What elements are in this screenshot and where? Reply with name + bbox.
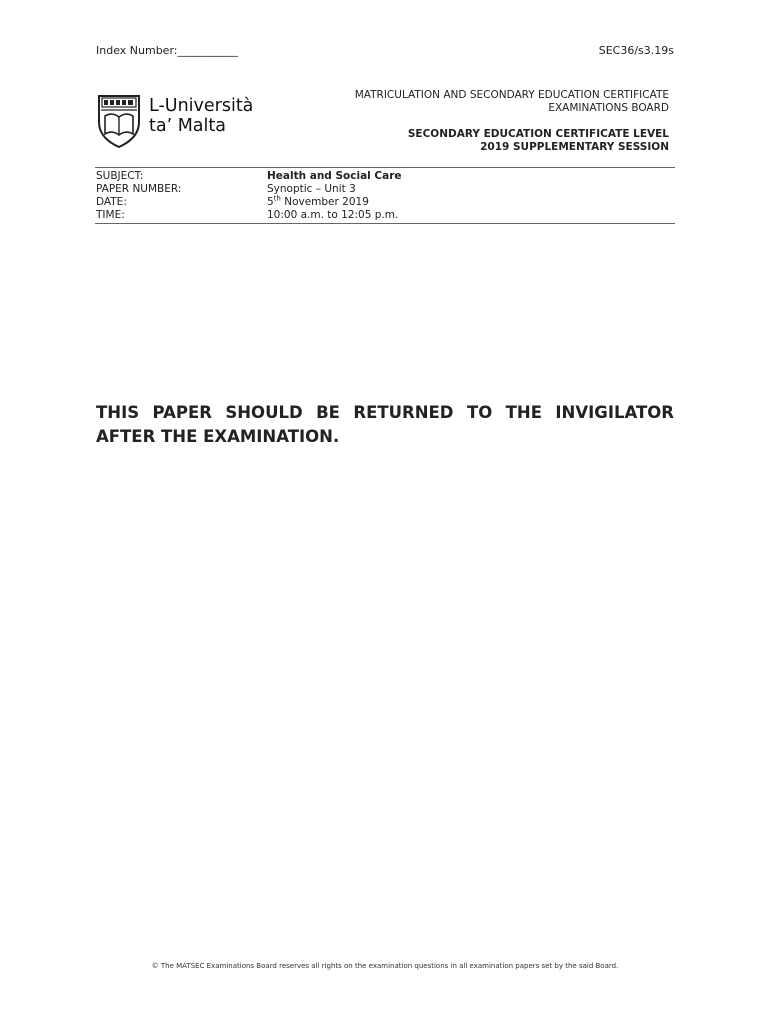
board-line2: EXAMINATIONS BOARD xyxy=(548,102,669,114)
university-logo xyxy=(96,92,266,148)
notice-word: INVIGILATOR xyxy=(555,403,674,422)
notice-word: SHOULD xyxy=(225,403,303,422)
index-number-field: Index Number:___________ xyxy=(96,44,238,57)
date-day: 5 xyxy=(267,196,274,208)
paper-number-label: PAPER NUMBER: xyxy=(96,183,182,195)
level-line2: 2019 SUPPLEMENTARY SESSION xyxy=(480,141,669,153)
copyright-footer: © The MATSEC Examinations Board reserves all rights on the examination questions in all examination papers set by the said Board. xyxy=(151,962,619,970)
top-divider xyxy=(95,167,675,168)
date-suffix: th xyxy=(273,194,281,203)
time-value: 10:00 a.m. to 12:05 p.m. xyxy=(267,209,399,221)
board-line1: MATRICULATION AND SECONDARY EDUCATION CERTIFICATE xyxy=(354,89,669,101)
logo-text-line2: ta’ Malta xyxy=(149,116,226,136)
time-row xyxy=(96,209,676,222)
date-rest: November 2019 xyxy=(280,196,369,208)
notice-line1 xyxy=(96,401,674,425)
notice-word: THE xyxy=(505,403,542,422)
time-label: TIME: xyxy=(96,209,125,221)
notice-word: RETURNED xyxy=(353,403,454,422)
examinations-board xyxy=(355,89,669,115)
subject-label: SUBJECT: xyxy=(96,170,144,182)
paper-number-value: Synoptic – Unit 3 xyxy=(267,183,356,195)
date-value xyxy=(267,196,369,209)
university-crest-icon xyxy=(96,92,142,148)
date-label: DATE: xyxy=(96,196,127,208)
subject-value: Health and Social Care xyxy=(267,170,402,182)
paper-code: SEC36/s3.19s xyxy=(598,44,674,57)
bottom-divider xyxy=(95,223,675,224)
date-row xyxy=(96,196,676,209)
subject-row xyxy=(96,170,676,183)
return-paper-notice xyxy=(96,401,674,449)
notice-word: THIS xyxy=(96,403,140,422)
notice-word: BE xyxy=(316,403,340,422)
notice-word: TO xyxy=(466,403,493,422)
exam-info-table xyxy=(96,170,676,222)
notice-line2: AFTER THE EXAMINATION. xyxy=(96,427,340,446)
logo-text-line1: L-Università xyxy=(149,96,254,116)
notice-word: PAPER xyxy=(152,403,212,422)
certificate-level xyxy=(408,128,669,154)
level-line1: SECONDARY EDUCATION CERTIFICATE LEVEL xyxy=(407,128,669,140)
paper-number-row xyxy=(96,183,676,196)
